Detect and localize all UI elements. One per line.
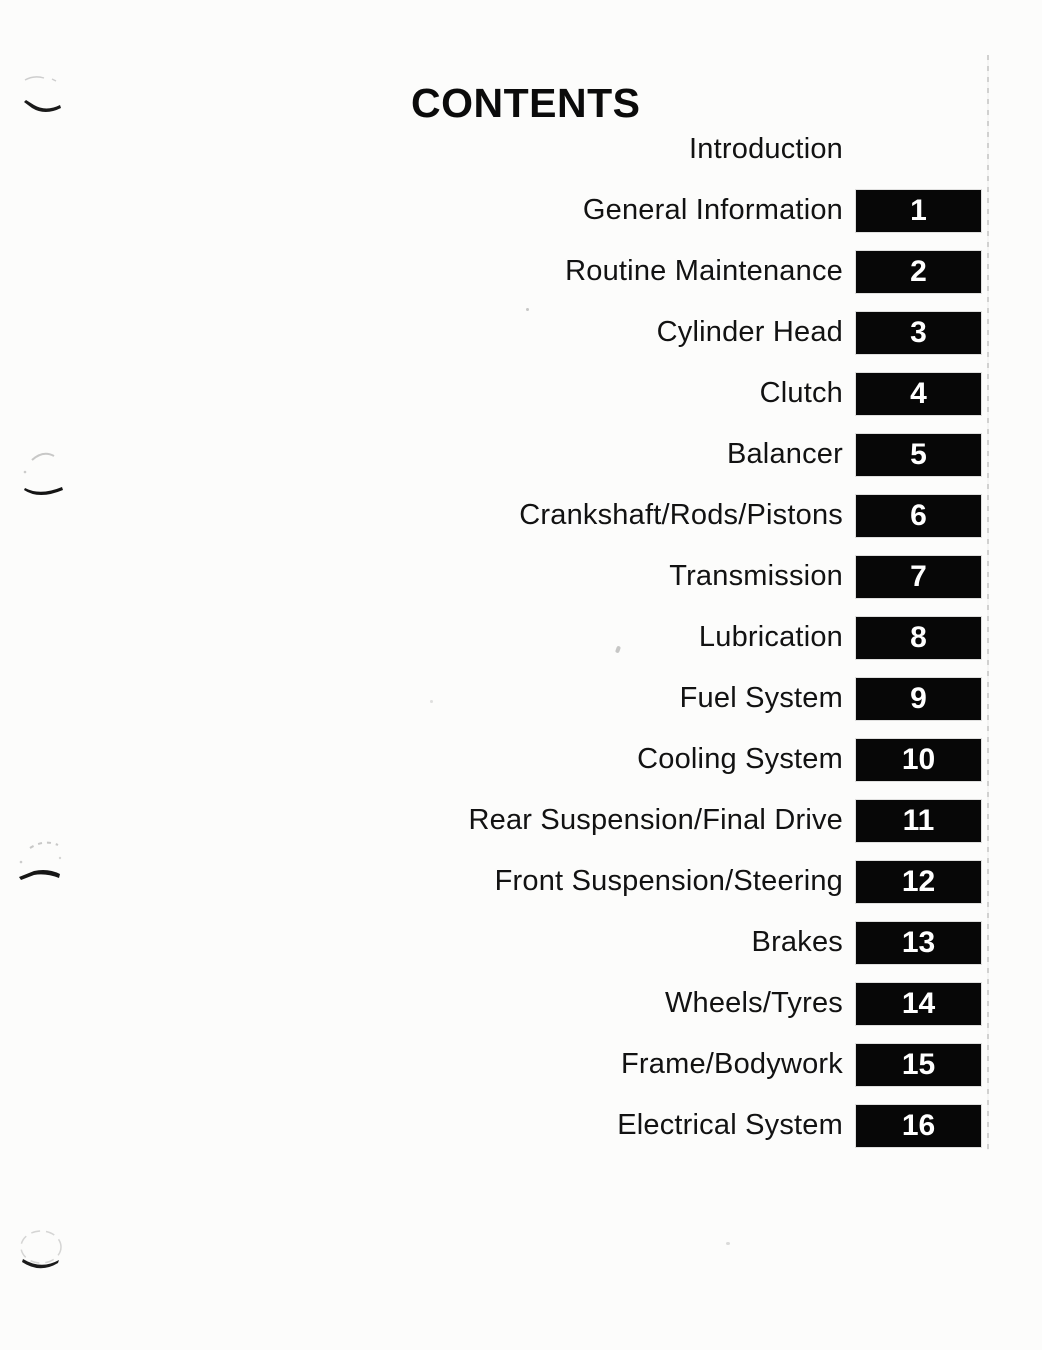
toc-row-transmission <box>120 546 981 607</box>
pen-mark-icon <box>16 838 70 888</box>
chapter-tab <box>856 983 981 1025</box>
toc-row-wheels-tyres <box>120 973 981 1034</box>
toc-row-balancer <box>120 424 981 485</box>
chapter-number: 8 <box>910 620 927 654</box>
pen-mark-icon <box>20 446 66 498</box>
toc-row-routine-maintenance <box>120 241 981 302</box>
chapter-number: 10 <box>901 742 936 776</box>
toc-entry-label: Cooling System <box>637 743 843 775</box>
toc-entry-label: Crankshaft/Rods/Pistons <box>519 499 843 531</box>
chapter-tab <box>856 800 981 842</box>
toc-entry-label: Wheels/Tyres <box>664 987 843 1019</box>
chapter-tab <box>856 678 981 720</box>
toc-entry-label: General Information <box>582 194 843 226</box>
chapter-tab <box>856 251 981 293</box>
chapter-number: 3 <box>910 315 927 349</box>
toc-row-crankshaft-rods-pistons <box>120 485 981 546</box>
chapter-number: 14 <box>901 986 936 1020</box>
toc-row-introduction <box>120 119 981 180</box>
chapter-tab <box>856 312 981 354</box>
toc-entry-label: Rear Suspension/Final Drive <box>468 804 843 836</box>
chapter-number: 13 <box>901 925 936 959</box>
toc-entry-label: Frame/Bodywork <box>621 1048 843 1080</box>
chapter-tab <box>856 190 981 232</box>
toc-entry-label: Lubrication <box>698 621 843 653</box>
dust-speck <box>726 1242 730 1245</box>
toc-row-fuel-system <box>120 668 981 729</box>
toc-row-frame-bodywork <box>120 1034 981 1095</box>
chapter-number: 15 <box>901 1047 936 1081</box>
chapter-tab <box>856 434 981 476</box>
page-edge-line <box>987 55 989 1150</box>
chapter-tab <box>856 1105 981 1147</box>
toc-entry-label: Cylinder Head <box>656 316 843 348</box>
chapter-number: 11 <box>902 803 935 837</box>
dust-speck <box>430 700 433 703</box>
chapter-number: 9 <box>910 681 927 715</box>
toc-row-electrical-system <box>120 1095 981 1156</box>
toc-row-clutch <box>120 363 981 424</box>
chapter-number: 7 <box>910 559 927 593</box>
toc-row-cylinder-head <box>120 302 981 363</box>
chapter-number: 16 <box>901 1108 936 1142</box>
toc-row-rear-suspension-final-drive <box>120 790 981 851</box>
chapter-tab <box>856 1044 981 1086</box>
toc-entry-label: Brakes <box>751 926 843 958</box>
toc-entry-label: Balancer <box>726 438 843 470</box>
dust-speck <box>526 308 529 311</box>
toc-entry-label: Clutch <box>759 377 843 409</box>
chapter-number: 1 <box>910 193 927 227</box>
toc-row-general-information <box>120 180 981 241</box>
chapter-tab <box>856 922 981 964</box>
chapter-number: 4 <box>910 376 927 410</box>
toc-entry-label: Transmission <box>669 560 843 592</box>
toc-entry-label: Electrical System <box>617 1109 843 1141</box>
chapter-number: 6 <box>910 498 927 532</box>
toc-row-cooling-system <box>120 729 981 790</box>
toc-entry-label: Introduction <box>689 133 843 165</box>
pen-mark-icon <box>22 74 66 114</box>
chapter-tab <box>856 617 981 659</box>
chapter-tab <box>856 739 981 781</box>
chapter-number: 12 <box>901 864 936 898</box>
chapter-tab <box>856 556 981 598</box>
toc-entry-label: Fuel System <box>679 682 843 714</box>
toc-row-front-suspension-steering <box>120 851 981 912</box>
page-title: CONTENTS <box>411 80 641 126</box>
toc-row-lubrication <box>120 607 981 668</box>
toc-entry-label: Front Suspension/Steering <box>494 865 843 897</box>
chapter-tab <box>856 861 981 903</box>
chapter-tab <box>856 495 981 537</box>
chapter-number: 2 <box>910 254 927 288</box>
toc-entry-label: Routine Maintenance <box>565 255 843 287</box>
toc-row-brakes <box>120 912 981 973</box>
table-of-contents <box>120 119 981 1156</box>
chapter-number: 5 <box>910 437 927 471</box>
chapter-tab <box>856 373 981 415</box>
pen-mark-icon <box>16 1226 66 1274</box>
